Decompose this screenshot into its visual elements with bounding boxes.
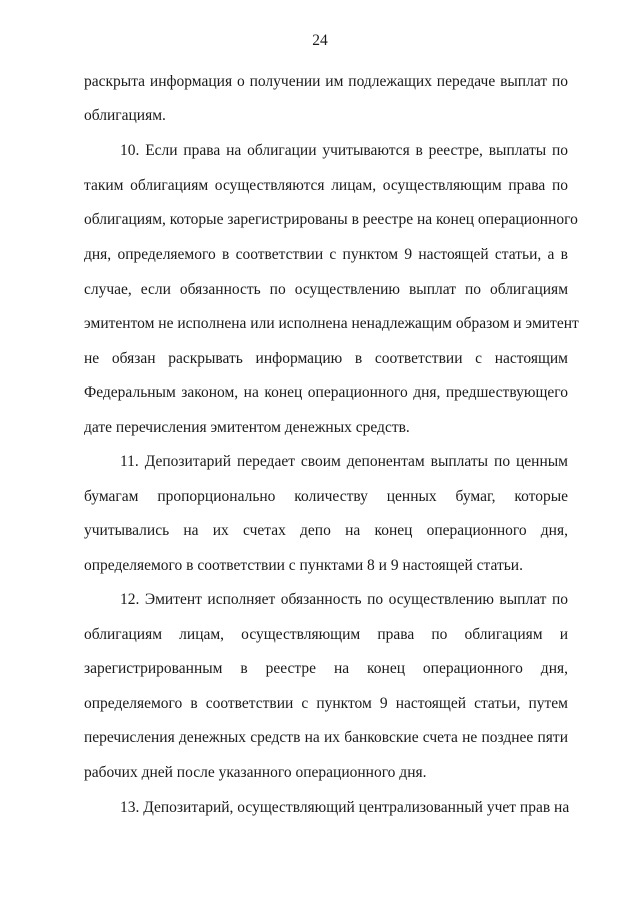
text-line: облигациям лицам, осуществляющим права по облигациям и [84, 626, 568, 643]
text-line: не обязан раскрывать информацию в соответствии с настоящим [84, 350, 568, 367]
text-line: случае, если обязанность по осуществлению выплат по облигациям [84, 281, 568, 298]
paragraph-12-start: 12. Эмитент исполняет обязанность по осуществлению выплат по [120, 591, 568, 608]
text-line: определяемого в соответствии с пунктами 8 и 9 настоящей статьи. [84, 557, 523, 574]
text-line: перечисления денежных средств на их банковские счета не позднее пяти [84, 729, 568, 746]
text-line: раскрыта информация о получении им подлежащих передаче выплат по [84, 73, 568, 90]
text-line: учитывались на их счетах депо на конец операционного дня, [84, 522, 568, 539]
text-line: определяемого в соответствии с пунктом 9 настоящей статьи, путем [84, 695, 568, 712]
text-line: Федеральным законом, на конец операционного дня, предшествующего [84, 384, 568, 401]
text-line: дня, определяемого в соответствии с пунктом 9 настоящей статьи, а в [84, 246, 568, 263]
text-line: облигациям. [84, 107, 166, 124]
text-line: дате перечисления эмитентом денежных средств. [84, 419, 410, 436]
paragraph-11-start: 11. Депозитарий передает своим депонентам выплаты по ценным [120, 453, 568, 470]
text-line: облигациям, которые зарегистрированы в реестре на конец операционного [84, 211, 578, 228]
text-line: таким облигациям осуществляются лицам, осуществляющим права по [84, 177, 568, 194]
page-number: 24 [312, 32, 328, 49]
paragraph-13-start: 13. Депозитарий, осуществляющий централизованный учет прав на [120, 799, 570, 816]
paragraph-10-start: 10. Если права на облигации учитываются в реестре, выплаты по [120, 142, 568, 159]
text-line: рабочих дней после указанного операционного дня. [84, 764, 427, 781]
text-line: бумагам пропорционально количеству ценных бумаг, которые [84, 488, 568, 505]
text-line: зарегистрированным в реестре на конец операционного дня, [84, 660, 568, 677]
text-line: эмитентом не исполнена или исполнена ненадлежащим образом и эмитент [84, 315, 579, 332]
